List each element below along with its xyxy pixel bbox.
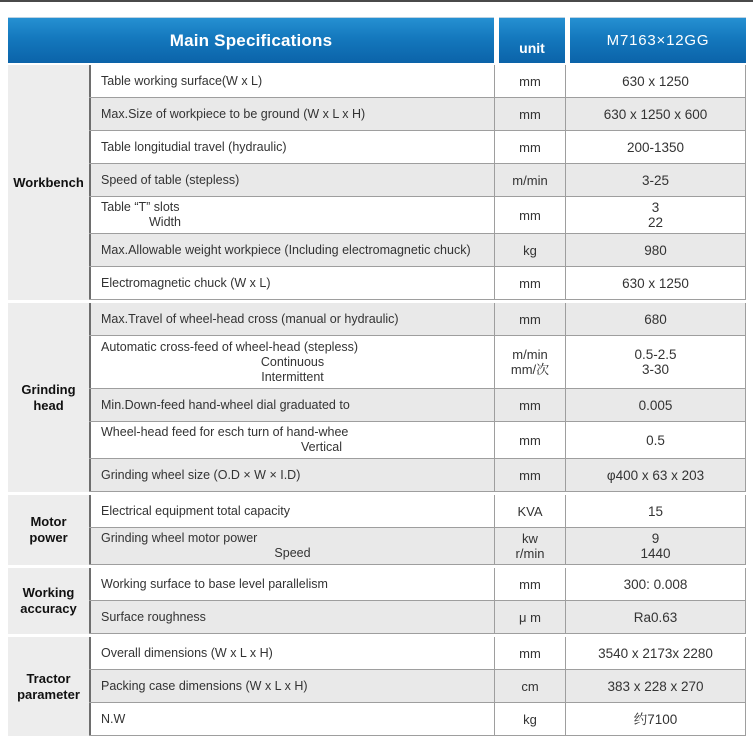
section-grinding-head [8,303,746,492]
value-cell [565,164,746,196]
spec-line: Surface roughness [101,609,206,624]
value-line: φ400 x 63 x 203 [606,467,705,483]
category-cell: Motor power [8,495,89,565]
value-line: 383 x 228 x 270 [607,678,704,694]
unit-cell [494,670,565,702]
header-model-label: M7163×12GG [570,17,746,63]
unit-line: r/min [515,546,545,561]
spec-cell [89,336,494,388]
unit-line: kw [522,531,538,546]
value-line: 680 [644,311,667,327]
value-line: 3540 x 2173x 2280 [598,645,713,661]
top-divider [0,0,753,2]
value-line: 9 [651,531,660,546]
spec-line: N.W [101,711,126,726]
unit-cell [494,336,565,388]
table-row [89,234,746,267]
table-row [89,267,746,300]
header-unit-label: unit [499,17,565,63]
table-row [89,98,746,131]
table-row [89,303,746,336]
value-cell [565,303,746,335]
value-line: 3-30 [641,362,670,377]
spec-line: Overall dimensions (W x L x H) [101,645,273,660]
spec-line: Grinding wheel motor power [101,531,258,545]
unit-cell [494,637,565,669]
spec-line: Speed [274,546,311,560]
spec-cell [89,197,494,233]
value-cell [565,601,746,633]
table-row [89,422,746,459]
spec-cell [89,528,494,564]
unit-line: mm [519,576,541,592]
table-row [89,703,746,736]
spec-line: Grinding wheel size (O.D × W × I.D) [101,467,301,482]
section-rows [89,303,746,492]
header-title: Main Specifications [8,17,494,63]
value-line: 3 [651,200,660,215]
unit-cell [494,98,565,130]
unit-line: m/min [512,172,548,188]
section-rows [89,495,746,565]
value-line: 0.5-2.5 [634,347,677,362]
unit-cell [494,65,565,97]
section-workbench [8,65,746,300]
unit-line: mm [519,311,541,327]
table-row [89,568,746,601]
value-line: 22 [647,215,664,230]
spec-line: Table “T” slots [101,200,180,214]
table-row [89,601,746,634]
spec-cell [89,495,494,527]
value-line: 3-25 [641,172,670,188]
spec-line: Electromagnetic chuck (W x L) [101,275,271,290]
unit-line: mm [519,106,541,122]
unit-cell [494,303,565,335]
spec-line: Vertical [301,440,342,454]
category-cell: Tractor parameter [8,637,89,736]
value-cell [565,131,746,163]
spec-line: Max.Size of workpiece to be ground (W x L x H) [101,106,366,121]
table-row [89,164,746,197]
unit-line: cm [521,678,539,694]
spec-cell [89,389,494,421]
spec-cell [89,459,494,491]
value-line: 300: 0.008 [623,576,688,592]
value-line: 1440 [640,546,671,561]
table-row [89,637,746,670]
unit-line: mm [519,397,541,413]
spec-line: Table longitudial travel (hydraulic) [101,139,287,154]
spec-cell [89,65,494,97]
spec-cell [89,267,494,299]
unit-cell [494,389,565,421]
table-header-row [8,17,746,63]
unit-cell [494,459,565,491]
value-line: 630 x 1250 [622,275,689,291]
value-line: 约7100 [633,711,678,727]
spec-line: Packing case dimensions (W x L x H) [101,678,308,693]
unit-cell [494,422,565,458]
value-line: 200-1350 [626,139,685,155]
spec-cell [89,637,494,669]
value-line: Ra0.63 [633,609,678,625]
unit-cell [494,234,565,266]
section-tractor-parameter [8,637,746,736]
spec-line: Width [149,215,181,229]
table-row [89,459,746,492]
category-cell: Working accuracy [8,568,89,634]
table-body [8,65,746,736]
unit-cell [494,495,565,527]
table-row [89,336,746,389]
unit-line: mm [519,467,541,483]
unit-line: mm [519,73,541,89]
value-cell [565,267,746,299]
spec-line: Max.Travel of wheel-head cross (manual or hydraulic) [101,311,399,326]
spec-line: Automatic cross-feed of wheel-head (stepless) [101,339,359,354]
table-row [89,65,746,98]
spec-line: Speed of table (stepless) [101,172,240,187]
value-cell [565,459,746,491]
unit-cell [494,131,565,163]
table-row [89,389,746,422]
section-motor-power [8,495,746,565]
spec-cell [89,164,494,196]
unit-line: kg [523,242,537,258]
spec-line: Table working surface(W x L) [101,73,263,88]
spec-line: Min.Down-feed hand-wheel dial graduated to [101,397,350,412]
unit-line: mm [519,275,541,291]
value-cell [565,197,746,233]
spec-cell [89,98,494,130]
spec-line: Electrical equipment total capacity [101,503,290,518]
spec-cell [89,568,494,600]
value-cell [565,637,746,669]
unit-cell [494,197,565,233]
value-line: 980 [644,242,667,258]
spec-line: Max.Allowable weight workpiece (Including electromagnetic chuck) [101,242,471,257]
spec-line: Working surface to base level parallelism [101,576,328,591]
section-rows [89,568,746,634]
value-cell [565,234,746,266]
spec-cell [89,303,494,335]
value-cell [565,670,746,702]
unit-line: mm [519,645,541,661]
unit-line: mm/次 [510,362,550,377]
unit-line: μ m [519,609,541,625]
spec-line: Continuous [260,354,325,369]
value-cell [565,528,746,564]
value-line: 0.005 [638,397,673,413]
value-cell [565,65,746,97]
value-cell [565,568,746,600]
value-cell [565,336,746,388]
category-cell: Grinding head [8,303,89,492]
table-row [89,131,746,164]
table-row [89,197,746,234]
unit-cell [494,601,565,633]
spec-cell [89,422,494,458]
unit-line: KVA [517,503,543,519]
category-cell: Workbench [8,65,89,300]
unit-cell [494,528,565,564]
spec-cell [89,601,494,633]
value-line: 630 x 1250 [622,73,689,89]
unit-line: mm [519,432,541,448]
unit-line: m/min [512,347,548,362]
unit-cell [494,267,565,299]
value-cell [565,98,746,130]
spec-cell [89,670,494,702]
value-cell [565,422,746,458]
spec-line: Intermittent [261,369,324,384]
value-cell [565,389,746,421]
value-line: 630 x 1250 x 600 [603,106,708,122]
unit-cell [494,703,565,735]
table-row [89,495,746,528]
spec-cell [89,703,494,735]
unit-line: mm [519,139,541,155]
value-cell [565,703,746,735]
section-working-accuracy [8,568,746,634]
unit-cell [494,164,565,196]
unit-cell [494,568,565,600]
spec-line: Wheel-head feed for esch turn of hand-whee [101,425,349,439]
table-row [89,528,746,565]
value-line: 0.5 [646,432,665,448]
unit-line: mm [519,207,541,223]
spec-cell [89,131,494,163]
value-cell [565,495,746,527]
section-rows [89,65,746,300]
value-line: 15 [647,503,664,519]
table-row [89,670,746,703]
unit-line: kg [523,711,537,727]
section-rows [89,637,746,736]
spec-cell [89,234,494,266]
specifications-table [8,17,746,736]
